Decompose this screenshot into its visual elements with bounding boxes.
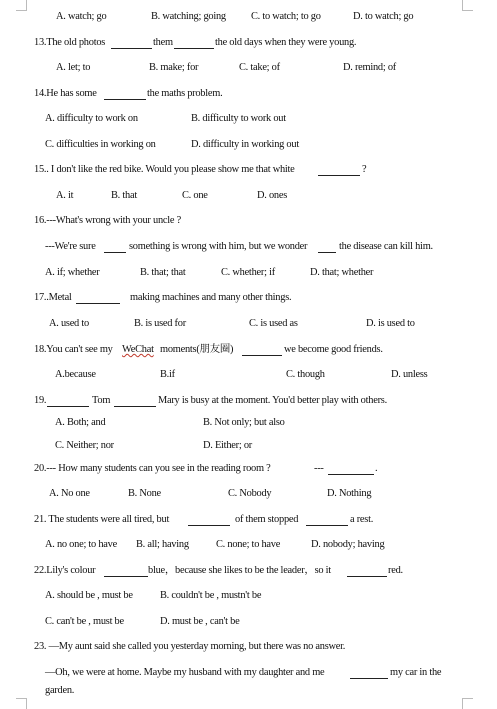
option-c: C. take; of xyxy=(239,62,280,73)
question-16-stem: ---We're sure something is wrong with him, but we wonder the disease can kill him. xyxy=(45,241,433,252)
answer-blank xyxy=(47,393,89,407)
crop-mark-bottom-left xyxy=(16,698,27,709)
option-d: D. Either; or xyxy=(203,440,252,451)
question-22-stem: 22.Lily's colour blue，because she likes to be the leader，so it red. xyxy=(34,565,403,576)
question-23-stem: —Oh, we were at home. Maybe my husband with my daughter and me my car in the xyxy=(45,667,442,678)
option-c: C. Nobody xyxy=(228,488,272,499)
question-21-options xyxy=(0,537,497,553)
option-b: B. make; for xyxy=(149,62,199,73)
question-17-stem: 17..Metal making machines and many other things. xyxy=(34,292,292,303)
option-b: B. all; having xyxy=(136,539,189,550)
answer-blank xyxy=(114,393,156,407)
option-a: A. if; whether xyxy=(45,267,100,278)
question-22-options-row2 xyxy=(0,614,497,630)
option-c: C. Neither; nor xyxy=(55,440,114,451)
question-19-stem: 19. Tom Mary is busy at the moment. You'd better play with others. xyxy=(34,395,387,406)
answer-blank xyxy=(104,563,148,577)
option-d: D. to watch; go xyxy=(353,11,414,22)
option-c: C. is used as xyxy=(249,318,298,329)
answer-blank xyxy=(111,35,152,49)
question-14-options-row1 xyxy=(0,111,497,127)
question-15-options xyxy=(0,188,497,204)
option-b: B. difficulty to work out xyxy=(191,113,286,124)
option-d: D. is used to xyxy=(366,318,415,329)
option-b: B. is used for xyxy=(134,318,186,329)
option-b: B. couldn't be , mustn't be xyxy=(160,590,262,601)
option-d: D. Nothing xyxy=(327,488,372,499)
option-b: B. that; that xyxy=(140,267,186,278)
option-a: A. let; to xyxy=(56,62,91,73)
option-a: A.because xyxy=(55,369,96,380)
option-c: C. can't be , must be xyxy=(45,616,124,627)
answer-blank xyxy=(347,563,387,577)
question-18-options xyxy=(0,367,497,383)
answer-blank xyxy=(104,239,126,253)
option-a: A. no one; to have xyxy=(45,539,117,550)
option-a: A. should be , must be xyxy=(45,590,133,601)
option-row xyxy=(0,9,497,25)
option-d: D. remind; of xyxy=(343,62,397,73)
option-a: A. difficulty to work on xyxy=(45,113,138,124)
question-21-stem: 21. The students were all tired, but of them stopped a rest. xyxy=(34,514,374,525)
option-a: A. Both; and xyxy=(55,417,106,428)
question-14-stem: 14.He has some the maths problem. xyxy=(34,88,223,99)
option-a: A. No one xyxy=(49,488,90,499)
answer-blank xyxy=(318,239,336,253)
option-b: B. that xyxy=(111,190,137,201)
option-d: D. unless xyxy=(391,369,428,380)
question-20-options xyxy=(0,486,497,502)
answer-blank xyxy=(318,162,360,176)
answer-blank xyxy=(104,86,146,100)
question-18-stem: 18.You can't see my WeChat moments(朋友圈) we become good friends. xyxy=(0,342,497,358)
option-d: D. that; whether xyxy=(310,267,374,278)
question-16-line1: 16.---What's wrong with your uncle ? xyxy=(34,215,181,226)
answer-blank xyxy=(76,290,120,304)
answer-blank xyxy=(188,512,230,526)
crop-mark-bottom-right xyxy=(462,698,473,709)
question-13-stem: 13.The old photos them the old days when they were young. xyxy=(34,37,357,48)
option-c: C. none; to have xyxy=(216,539,281,550)
option-c: C. though xyxy=(286,369,325,380)
option-c: C. difficulties in working on xyxy=(45,139,156,150)
question-19-options-row2 xyxy=(0,438,497,454)
question-23-line1: 23. —My aunt said she called you yesterday morning, but there was no answer. xyxy=(34,641,346,652)
answer-blank xyxy=(242,342,282,356)
question-19-options-row1 xyxy=(0,415,497,431)
answer-blank xyxy=(306,512,348,526)
option-d: D. must be , can't be xyxy=(160,616,240,627)
option-a: A. it xyxy=(56,190,74,201)
answer-blank xyxy=(328,461,374,475)
question-17-options xyxy=(0,316,497,332)
option-c: C. one xyxy=(182,190,208,201)
question-15-stem: 15.. I don't like the red bike. Would you please show me that white ? xyxy=(34,164,367,175)
question-16-options xyxy=(0,265,497,281)
question-14-options-row2 xyxy=(0,137,497,153)
option-a: A. watch; go xyxy=(56,11,107,22)
option-d: D. nobody; having xyxy=(311,539,385,550)
option-b: B. None xyxy=(128,488,161,499)
answer-blank xyxy=(174,35,214,49)
wechat-word: WeChat xyxy=(122,344,154,355)
answer-blank xyxy=(350,665,388,679)
question-13-options xyxy=(0,60,497,76)
question-23-line3: garden. xyxy=(45,685,75,696)
option-d: D. ones xyxy=(257,190,287,201)
question-22-options-row1 xyxy=(0,588,497,604)
option-a: A. used to xyxy=(49,318,89,329)
option-b: B. Not only; but also xyxy=(203,417,285,428)
option-b: B. watching; going xyxy=(151,11,226,22)
option-b: B.if xyxy=(160,369,175,380)
option-c: C. to watch; to go xyxy=(251,11,321,22)
question-20-stem: 20.--- How many students can you see in the reading room ? --- . xyxy=(34,463,378,474)
option-c: C. whether; if xyxy=(221,267,275,278)
option-d: D. difficulty in working out xyxy=(191,139,299,150)
